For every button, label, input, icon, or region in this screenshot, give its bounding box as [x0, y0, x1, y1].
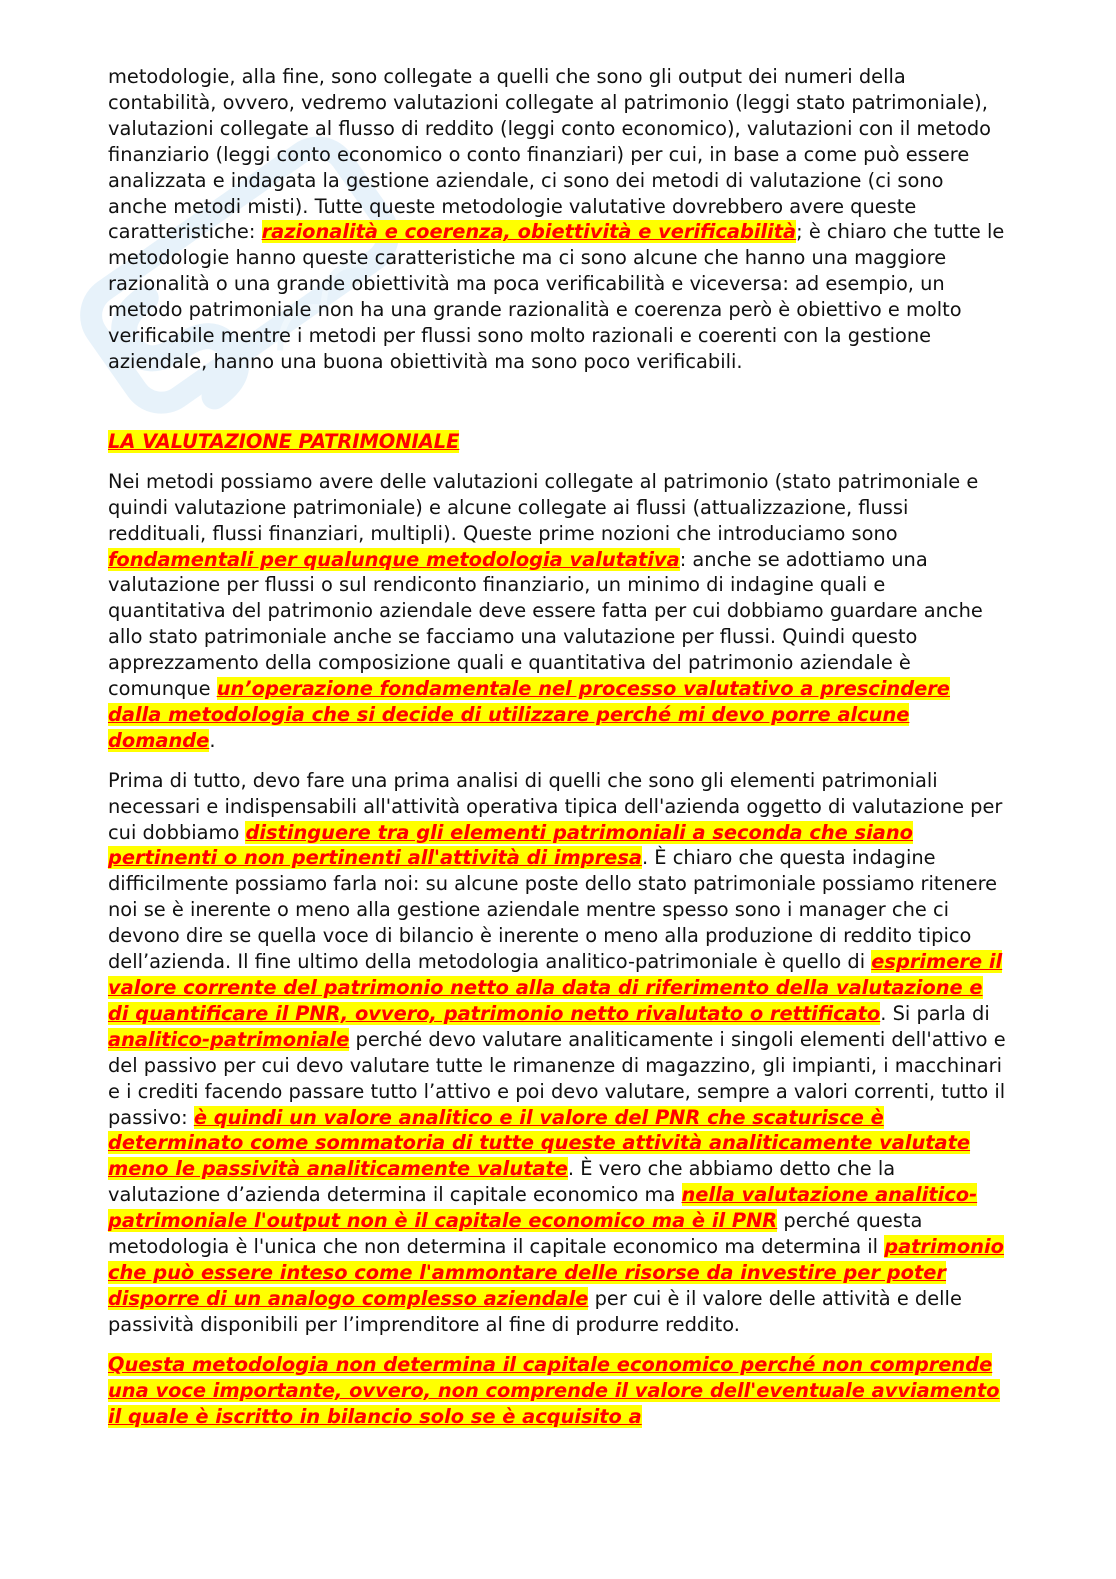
highlight: distinguere tra gli elementi patrimoniali a seconda che siano pertinenti o non pertinenti all'attività di impresa: [108, 820, 913, 870]
highlight: patrimonio che può essere inteso come l'ammontare delle risorse da investire per poter disporre di un analogo complesso aziendale: [108, 1235, 1004, 1310]
highlight: Questa metodologia non determina il capitale economico perché non comprende una voce importante, ovvero, non comprende il valore dell'eventuale avviamento il quale è iscritto in bilancio solo se è acquisito a: [108, 1352, 1000, 1428]
highlight: è quindi un valore analitico e il valore del PNR che scaturisce è determinato come sommatoria di tutte queste attività analiticamente valutate meno le passività analiticamente valutate: [108, 1105, 971, 1181]
text: .: [209, 728, 216, 752]
text: . È chiaro che questa indagine difficilmente possiamo farla noi: su alcune poste dello stato patrimoniale possiamo ritenere noi se è inerente o meno alla gestione aziendale mentre spesso sono i manager che ci devono dire se quella voce di bilancio è inerente o meno alla produzione di reddito tipico dell’azienda. Il fine ultimo della metodologia analitico-patrimoniale è quello di: [108, 846, 998, 974]
paragraph-2: [108, 469, 1008, 754]
text: ; è chiaro che tutte le metodologie hanno queste caratteristiche ma ci sono alcune che hanno una maggiore razionalità o una grande obiettività ma poca verificabilità e viceversa: ad esempio, un metodo patrimoniale non ha una grande razionalità e coerenza però è obiettivo e molto verificabile mentre i metodi per flussi sono molto razionali e coerenti con la gestione aziendale, hanno una buona obiettività ma sono poco verificabili.: [108, 220, 1005, 373]
text: perché questa metodologia è l'unica che non determina il capitale economico ma determina il: [108, 1209, 923, 1259]
text: Nei metodi possiamo avere delle valutazioni collegate al patrimonio (stato patrimoniale e quindi valutazione patrimoniale) e alcune collegate ai flussi (attualizzazione, flussi reddituali, flussi finanziari, multipli). Queste prime nozioni che introduciamo sono: [108, 469, 979, 545]
text: Prima di tutto, devo fare una prima analisi di quelli che sono gli elementi patrimoniali necessari e indispensabili all'attività operativa tipica dell'azienda oggetto di valutazione per cui dobbiamo: [108, 768, 1003, 844]
text: perché devo valutare analiticamente i singoli elementi dell'attivo e del passivo per cui devo valutare tutte le rimanenze di magazzino, gli impianti, i macchinari e i crediti facendo passare tutto l’attivo e poi devo valutare, sempre a valori correnti, tutto il passivo:: [108, 1027, 1006, 1129]
text: metodologie, alla fine, sono collegate a quelli che sono gli output dei numeri della contabilità, ovvero, vedremo valutazioni collegate al patrimonio (leggi stato patrimoniale), valutazioni collegate al flusso di reddito (leggi conto economico), valutazioni con il metodo finanziario (leggi conto economico o conto finanziari) per cui, in base a come può essere analizzata e indagata la gestione aziendale, ci sono dei metodi di valutazione (ci sono anche metodi misti). Tutte queste metodologie valutative dovrebbero avere queste caratteristiche:: [108, 65, 992, 244]
section-heading: LA VALUTAZIONE PATRIMONIALE: [108, 429, 460, 453]
highlight: esprimere il valore corrente del patrimonio netto alla data di riferimento della valutazione e di quantificare il PNR, ovvero, patrimonio netto rivalutato o rettificato: [108, 950, 1003, 1025]
paragraph-1: [108, 64, 1008, 375]
text: . Si parla di: [880, 1001, 990, 1025]
text: per cui è il valore delle attività e delle passività disponibili per l’imprenditore al fine di produrre reddito.: [108, 1286, 962, 1336]
highlight: razionalità e coerenza, obiettività e verificabilità: [261, 220, 797, 244]
highlight: fondamentali per qualunque metodologia valutativa: [108, 547, 680, 571]
text: : anche se adottiamo una valutazione per flussi o sul rendiconto finanziario, un minimo di indagine quali e quantitativa del patrimonio aziendale deve essere fatta per cui dobbiamo guardare anche allo stato patrimoniale anche se facciamo una valutazione per flussi. Quindi questo apprezzamento della composizione quali e quantitativa del patrimonio aziendale è comunque: [108, 547, 983, 701]
highlight: un’operazione fondamentale nel processo valutativo a prescindere dalla metodologia che si decide di utilizzare perché mi devo porre alcune domande: [108, 677, 950, 752]
paragraph-4: [108, 1352, 1008, 1430]
highlight: nella valutazione analitico-patrimoniale l'output non è il capitale economico ma è il PNR: [108, 1183, 978, 1233]
text: . È vero che abbiamo detto che la valutazione d’azienda determina il capitale economico ma: [108, 1157, 896, 1207]
paragraph-3: [108, 768, 1008, 1338]
document-page: [108, 64, 1008, 1443]
highlight: analitico-patrimoniale: [108, 1027, 350, 1051]
